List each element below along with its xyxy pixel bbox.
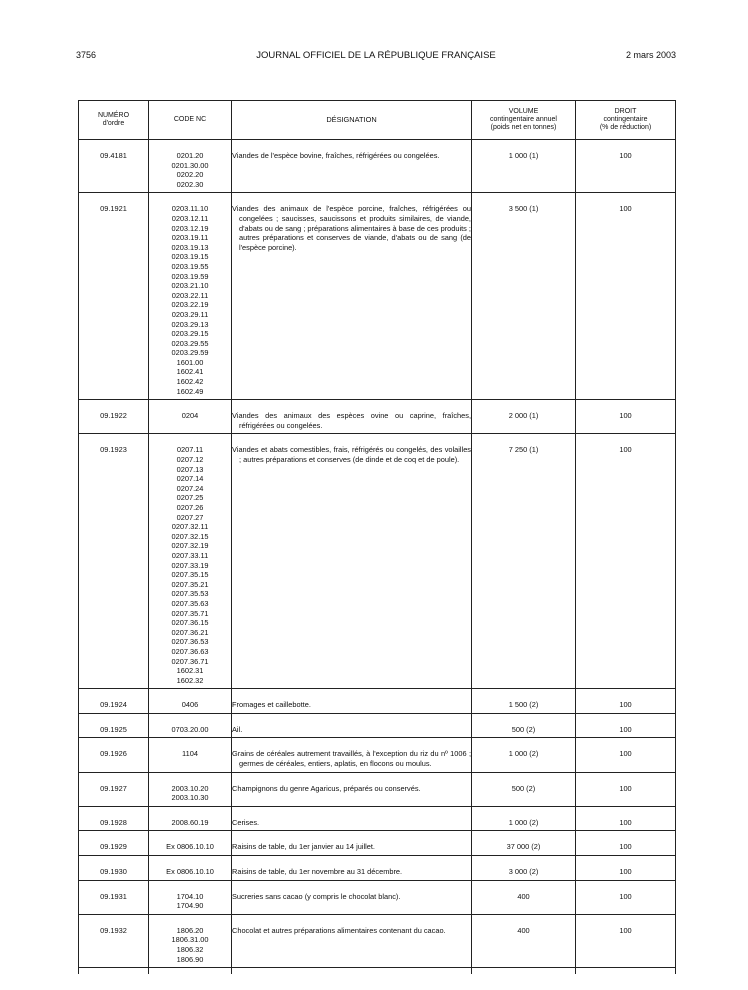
volume-contingentaire: 1 500 (2): [472, 689, 576, 714]
column-header-volume-line1: VOLUME: [508, 108, 539, 115]
droit-contingentaire: 100: [576, 400, 676, 434]
table-row: [79, 880, 676, 914]
code-nc: 0203.11.10: [171, 204, 209, 214]
volume-contingentaire: 37 000 (2): [472, 831, 576, 856]
column-header-numero: [79, 101, 149, 140]
code-nc: 0202.30: [176, 179, 204, 189]
code-nc: 1704.10: [176, 891, 204, 901]
volume-contingentaire: 1 000 (1): [472, 140, 576, 193]
code-nc: 0406: [181, 700, 199, 710]
continuation-cell: [472, 968, 576, 975]
designation-text: Fromages et caillebotte.: [232, 700, 311, 710]
volume-contingentaire: 2 000 (1): [472, 400, 576, 434]
table-body: [79, 140, 676, 975]
droit-contingentaire: 100: [576, 806, 676, 831]
continuation-cell: [576, 968, 676, 975]
code-nc: 0207.14: [176, 474, 204, 484]
table-row: [79, 772, 676, 806]
code-nc-list: [149, 434, 232, 689]
code-nc-list: [149, 880, 232, 914]
table-row: [79, 806, 676, 831]
code-nc-list: [149, 713, 232, 738]
volume-contingentaire: 7 250 (1): [472, 434, 576, 689]
code-nc: 1704.90: [176, 901, 204, 911]
code-nc-list: [149, 856, 232, 881]
designation: [232, 738, 472, 772]
numero-ordre: 09.1921: [79, 193, 149, 400]
table-row: [79, 914, 676, 967]
code-nc: 0207.35.15: [171, 570, 209, 580]
designation: [232, 193, 472, 400]
continuation-cell: [232, 968, 472, 975]
code-nc-list: [149, 806, 232, 831]
code-nc: 0207.32.15: [171, 531, 209, 541]
table-row: [79, 193, 676, 400]
droit-contingentaire: 100: [576, 434, 676, 689]
code-nc: 0207.35.63: [171, 598, 209, 608]
numero-ordre: 09.1923: [79, 434, 149, 689]
code-nc-list: [149, 772, 232, 806]
volume-contingentaire: 3 500 (1): [472, 193, 576, 400]
numero-ordre: 09.1929: [79, 831, 149, 856]
designation: [232, 880, 472, 914]
designation: [232, 434, 472, 689]
table-continuation-row: [79, 968, 676, 975]
code-nc: 0207.32.19: [171, 541, 209, 551]
code-nc: 0203.19.13: [171, 242, 209, 252]
column-header-volume: [472, 101, 576, 140]
code-nc: 0203.19.11: [171, 233, 209, 243]
code-nc: 0203.21.10: [171, 281, 209, 291]
code-nc: 1104: [182, 749, 198, 759]
code-nc: 0203.19.15: [171, 252, 209, 262]
droit-contingentaire: 100: [576, 140, 676, 193]
code-nc: 0203.22.11: [171, 290, 209, 300]
code-nc: 1602.41: [176, 367, 204, 377]
droit-contingentaire: 100: [576, 738, 676, 772]
code-nc: 0207.11: [176, 445, 204, 455]
code-nc: 0203.29.11: [171, 309, 209, 319]
table-row: [79, 713, 676, 738]
table-row: [79, 856, 676, 881]
column-header-volume-line3: (poids net en tonnes): [490, 124, 557, 131]
journal-title: JOURNAL OFFICIEL DE LA RÉPUBLIQUE FRANÇAISE: [256, 50, 496, 61]
column-header-numero-line1: NUMÉRO: [97, 112, 130, 119]
designation: [232, 772, 472, 806]
designation: [232, 689, 472, 714]
column-header-droit-line1: DROIT: [614, 108, 637, 115]
numero-ordre: 09.1932: [79, 914, 149, 967]
numero-ordre: 09.4181: [79, 140, 149, 193]
designation-text: Ail.: [232, 724, 243, 734]
designation: [232, 806, 472, 831]
code-nc-list: [149, 831, 232, 856]
code-nc: 2008.60.19: [171, 817, 209, 827]
designation-text: Sucreries sans cacao (y compris le chocolat blanc).: [232, 891, 401, 901]
code-nc: 0703.20.00: [171, 724, 209, 734]
designation: [232, 831, 472, 856]
code-nc: 0203.22.19: [171, 300, 209, 310]
code-nc: 0203.29.59: [171, 348, 209, 358]
table-row: [79, 140, 676, 193]
code-nc: 1806.31.00: [171, 935, 209, 945]
code-nc: 0207.33.19: [171, 560, 209, 570]
code-nc: 0203.19.55: [171, 261, 209, 271]
code-nc: 0207.26: [176, 503, 204, 512]
code-nc: 0202.20: [176, 170, 204, 180]
code-nc: 0207.24: [176, 483, 204, 493]
code-nc: 0207.35.53: [171, 589, 209, 599]
code-nc: 0207.13: [176, 464, 204, 474]
code-nc: 0203.29.13: [171, 319, 209, 329]
numero-ordre: 09.1927: [79, 772, 149, 806]
numero-ordre: 09.1924: [79, 689, 149, 714]
volume-contingentaire: 1 000 (2): [472, 806, 576, 831]
code-nc: 0207.36.21: [171, 627, 209, 637]
page-header: [76, 50, 676, 64]
page-number: 3756: [76, 50, 97, 60]
droit-contingentaire: 100: [576, 831, 676, 856]
volume-contingentaire: 1 000 (2): [472, 738, 576, 772]
code-nc: 0207.36.63: [171, 646, 209, 656]
volume-contingentaire: 400: [472, 914, 576, 967]
code-nc: 0201.20: [176, 151, 204, 160]
column-header-volume-line2: contingentaire annuel: [490, 116, 557, 123]
code-nc: 0207.35.71: [171, 608, 209, 618]
code-nc: 0203.12.19: [171, 223, 209, 233]
continuation-cell: [79, 968, 149, 975]
code-nc: 1602.42: [176, 377, 204, 387]
designation-text: Chocolat et autres préparations alimentaires contenant du cacao.: [232, 925, 446, 935]
volume-contingentaire: 500 (2): [472, 713, 576, 738]
code-nc: 0203.12.11: [171, 213, 209, 223]
publication-date: 2 mars 2003: [625, 50, 676, 60]
droit-contingentaire: 100: [576, 914, 676, 967]
code-nc: 0203.29.55: [171, 338, 209, 348]
code-nc-list: [149, 400, 232, 434]
code-nc: 1806.90: [176, 954, 204, 964]
column-header-numero-line2: d'ordre: [102, 120, 125, 127]
designation-text: Viandes des animaux des espèces ovine ou caprine, fraîches, réfrigérées ou congelées.: [232, 411, 471, 430]
designation: [232, 400, 472, 434]
numero-ordre: 09.1922: [79, 400, 149, 434]
designation-text: Viandes et abats comestibles, frais, réfrigérés ou congelés, des volailles ; autres préparations et conserves (de dinde et de coq et de poule).: [232, 445, 471, 465]
numero-ordre: 09.1928: [79, 806, 149, 831]
numero-ordre: 09.1931: [79, 880, 149, 914]
code-nc: 2003.10.20: [171, 783, 209, 793]
code-nc-list: [149, 140, 232, 193]
code-nc: 0203.19.59: [171, 271, 209, 281]
table-row: [79, 689, 676, 714]
code-nc-list: [149, 914, 232, 967]
code-nc: 0207.33.11: [171, 550, 209, 560]
continuation-cell: [149, 968, 232, 975]
code-nc: Ex 0806.10.10: [166, 867, 214, 877]
code-nc: 0207.32.11: [171, 522, 209, 532]
droit-contingentaire: 100: [576, 193, 676, 400]
volume-contingentaire: 3 000 (2): [472, 856, 576, 881]
designation: [232, 140, 472, 193]
code-nc: 1806.32: [176, 945, 204, 954]
code-nc: 0207.36.15: [171, 618, 209, 628]
table-row: [79, 434, 676, 689]
column-header-droit-line3: (% de réduction): [599, 124, 652, 131]
column-header-droit: [576, 101, 676, 140]
designation: [232, 914, 472, 967]
droit-contingentaire: 100: [576, 880, 676, 914]
code-nc: 0207.36.71: [171, 656, 209, 666]
designation-text: Cerises.: [232, 817, 260, 827]
droit-contingentaire: 100: [576, 856, 676, 881]
numero-ordre: 09.1930: [79, 856, 149, 881]
droit-contingentaire: 100: [576, 689, 676, 714]
code-nc: 1602.32: [176, 675, 204, 685]
volume-contingentaire: 500 (2): [472, 772, 576, 806]
code-nc: 0207.36.53: [171, 637, 209, 647]
numero-ordre: 09.1926: [79, 738, 149, 772]
quota-table: [78, 100, 676, 974]
code-nc: Ex 0806.10.10: [166, 842, 214, 852]
designation-text: Viandes de l'espèce bovine, fraîches, réfrigérées ou congelées.: [232, 151, 440, 160]
droit-contingentaire: 100: [576, 713, 676, 738]
code-nc: 0207.12: [176, 455, 204, 465]
column-header-droit-line2: contingentaire: [603, 116, 648, 123]
code-nc: 0207.35.21: [171, 579, 209, 589]
table-row: [79, 400, 676, 434]
code-nc: 0201.30.00: [171, 160, 209, 170]
code-nc: 0203.29.15: [171, 329, 209, 339]
column-header-designation: DÉSIGNATION: [232, 101, 472, 140]
droit-contingentaire: 100: [576, 772, 676, 806]
designation-text: Grains de céréales autrement travaillés, à l'exception du riz du nº 1006 ; germes de céréales, entiers, aplatis, en flocons ou moulus.: [232, 749, 471, 769]
code-nc: 1602.49: [176, 386, 204, 396]
numero-ordre: 09.1925: [79, 713, 149, 738]
designation-text: Raisins de table, du 1er novembre au 31 décembre.: [232, 867, 403, 877]
code-nc: 1602.31: [176, 666, 204, 676]
designation-text: Raisins de table, du 1er janvier au 14 juillet.: [232, 842, 375, 852]
designation: [232, 713, 472, 738]
code-nc: 1601.00: [176, 357, 204, 367]
code-nc-list: [149, 738, 232, 772]
code-nc: 0207.27: [176, 512, 204, 522]
table-header-row: [79, 101, 676, 140]
column-header-code: CODE NC: [149, 101, 232, 140]
code-nc: 0204: [181, 411, 199, 421]
code-nc: 1806.20: [176, 925, 204, 935]
volume-contingentaire: 400: [472, 880, 576, 914]
code-nc-list: [149, 689, 232, 714]
table-row: [79, 831, 676, 856]
designation: [232, 856, 472, 881]
code-nc: 0207.25: [176, 493, 204, 503]
code-nc-list: [149, 193, 232, 400]
designation-text: Viandes des animaux de l'espèce porcine, fraîches, réfrigérées ou congelées ; saucisses, saucissons et produits similaires, de viande, d'abats ou de sang ; préparations alimentaires à base de ces produits ; autres préparations et conserves de viande, d'abats ou de sang (de l'espèce porcine).: [232, 204, 471, 252]
designation-text: Champignons du genre Agaricus, préparés ou conservés.: [232, 783, 421, 793]
table-row: [79, 738, 676, 772]
code-nc: 2003.10.30: [171, 793, 209, 803]
